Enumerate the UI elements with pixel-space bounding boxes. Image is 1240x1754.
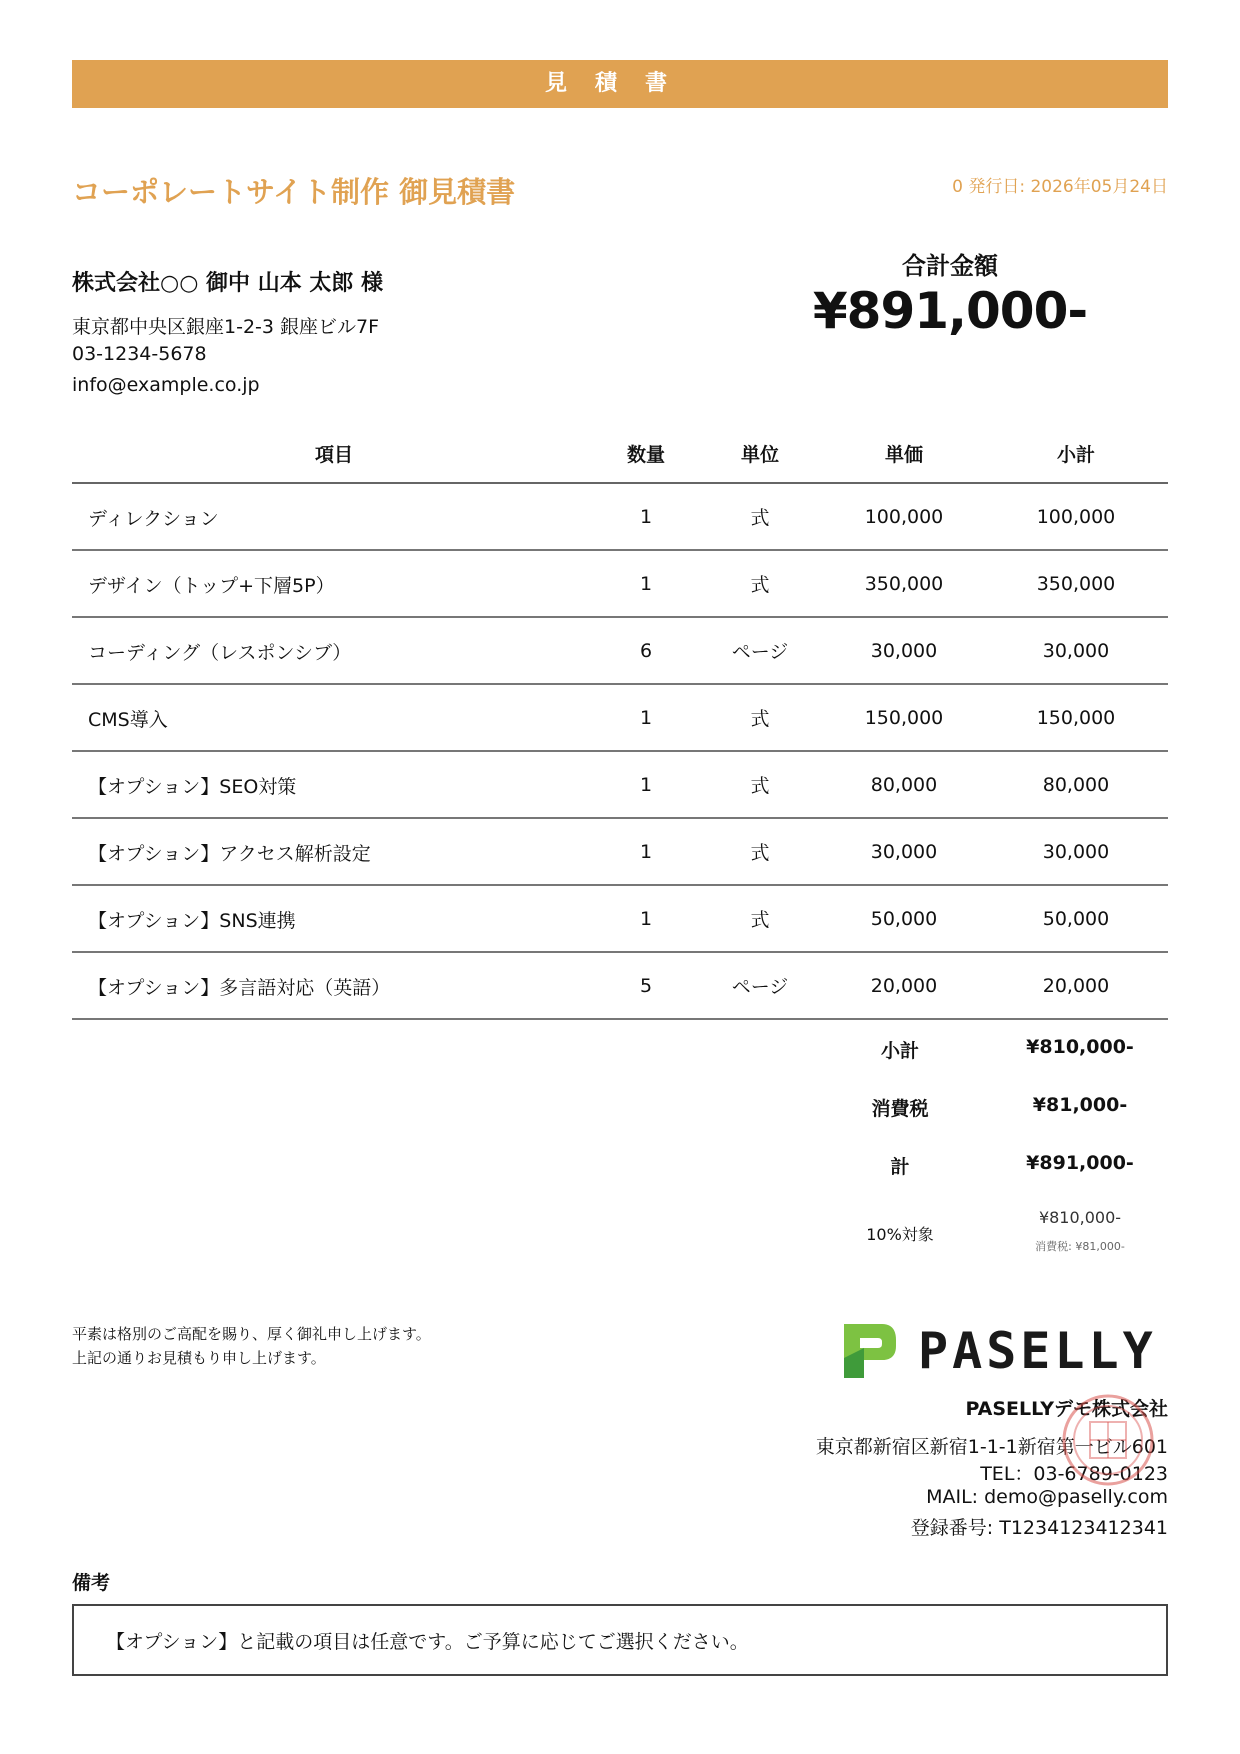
tax-rate-label: 10%対象	[866, 1225, 934, 1244]
summary-total-label: 計	[890, 1156, 910, 1178]
row-item: コーディング（レスポンシブ）	[72, 617, 596, 684]
row-item: 【オプション】SNS連携	[72, 885, 596, 952]
row-qty: 5	[596, 952, 696, 1019]
thanks-line-1: 平素は格別のご高配を賜り、厚く御礼申し上げます。	[72, 1325, 431, 1343]
row-unit: 式	[696, 483, 824, 550]
client-address: 東京都中央区銀座1-2-3 銀座ビル7F	[72, 316, 380, 338]
table-row	[72, 952, 1168, 1019]
tax-rate-tax: 消費税: ¥81,000-	[1035, 1240, 1125, 1253]
row-subtotal: 30,000	[984, 818, 1168, 885]
company-logo	[838, 1318, 1168, 1384]
company-seal-icon	[1060, 1392, 1156, 1488]
row-item: 【オプション】多言語対応（英語）	[72, 952, 596, 1019]
company-tel: TEL：03-6789-0123	[980, 1463, 1168, 1485]
row-qty: 1	[596, 751, 696, 818]
row-price: 30,000	[824, 617, 984, 684]
total-amount: ¥891,000-	[812, 282, 1088, 340]
table-row	[72, 818, 1168, 885]
row-subtotal: 30,000	[984, 617, 1168, 684]
row-subtotal: 80,000	[984, 751, 1168, 818]
header-unit: 単位	[696, 424, 824, 483]
summary-tax-value: ¥81,000-	[1032, 1094, 1128, 1116]
row-unit: 式	[696, 818, 824, 885]
table-row	[72, 550, 1168, 617]
remarks-title: 備考	[72, 1572, 111, 1594]
row-qty: 1	[596, 684, 696, 751]
row-price: 30,000	[824, 818, 984, 885]
row-price: 100,000	[824, 483, 984, 550]
total-label: 合計金額	[902, 252, 998, 280]
thanks-line-2: 上記の通りお見積もり申し上げます。	[72, 1349, 326, 1367]
company-mail: MAIL: demo@paselly.com	[926, 1486, 1168, 1508]
client-email: info@example.co.jp	[72, 374, 260, 396]
row-qty: 6	[596, 617, 696, 684]
row-subtotal: 50,000	[984, 885, 1168, 952]
table-row	[72, 751, 1168, 818]
summary-subtotal-label: 小計	[880, 1040, 919, 1062]
row-qty: 1	[596, 483, 696, 550]
header-qty: 数量	[596, 424, 696, 483]
company-address: 東京都新宿区新宿1-1-1新宿第一ビル601	[815, 1436, 1168, 1458]
remarks-box	[72, 1604, 1168, 1676]
row-item: 【オプション】SEO対策	[72, 751, 596, 818]
row-qty: 1	[596, 818, 696, 885]
table-header-row	[72, 424, 1168, 483]
client-name: 株式会社○○ 御中 山本 太郎 様	[72, 271, 384, 296]
header-price: 単価	[824, 424, 984, 483]
row-item: 【オプション】アクセス解析設定	[72, 818, 596, 885]
row-price: 350,000	[824, 550, 984, 617]
document-header-bar	[72, 60, 1168, 108]
row-item: CMS導入	[72, 684, 596, 751]
row-subtotal: 150,000	[984, 684, 1168, 751]
company-registration: 登録番号: T1234123412341	[910, 1517, 1168, 1539]
issue-date: 0 発行日: 2026年05月24日	[952, 177, 1168, 197]
table-row	[72, 885, 1168, 952]
summary-subtotal-value: ¥810,000-	[1026, 1036, 1134, 1058]
summary-tax-label: 消費税	[871, 1098, 929, 1120]
row-item: ディレクション	[72, 483, 596, 550]
row-price: 80,000	[824, 751, 984, 818]
row-qty: 1	[596, 885, 696, 952]
logo-wordmark: PASELLY	[918, 1322, 1157, 1380]
header-item: 項目	[72, 424, 596, 483]
row-qty: 1	[596, 550, 696, 617]
row-subtotal: 100,000	[984, 483, 1168, 550]
row-unit: 式	[696, 684, 824, 751]
row-item: デザイン（トップ+下層5P）	[72, 550, 596, 617]
row-subtotal: 20,000	[984, 952, 1168, 1019]
remarks-text: 【オプション】と記載の項目は任意です。ご予算に応じてご選択ください。	[106, 1631, 749, 1653]
summary-total-value: ¥891,000-	[1026, 1152, 1134, 1174]
row-unit: ページ	[696, 952, 824, 1019]
client-phone: 03-1234-5678	[72, 343, 207, 365]
tax-rate-base: ¥810,000-	[1038, 1208, 1122, 1227]
table-row	[72, 684, 1168, 751]
table-row	[72, 483, 1168, 550]
document-type-title: 見積書	[544, 71, 695, 96]
company-name: PASELLYデモ株式会社	[965, 1398, 1168, 1420]
row-price: 150,000	[824, 684, 984, 751]
row-price: 20,000	[824, 952, 984, 1019]
row-unit: ページ	[696, 617, 824, 684]
header-subtotal: 小計	[984, 424, 1168, 483]
row-subtotal: 350,000	[984, 550, 1168, 617]
line-items-table	[72, 424, 1168, 1020]
row-unit: 式	[696, 885, 824, 952]
estimate-title: コーポレートサイト制作 御見積書	[72, 175, 516, 209]
paselly-logo-mark-icon	[838, 1318, 1168, 1384]
table-row	[72, 617, 1168, 684]
row-unit: 式	[696, 751, 824, 818]
row-unit: 式	[696, 550, 824, 617]
row-price: 50,000	[824, 885, 984, 952]
